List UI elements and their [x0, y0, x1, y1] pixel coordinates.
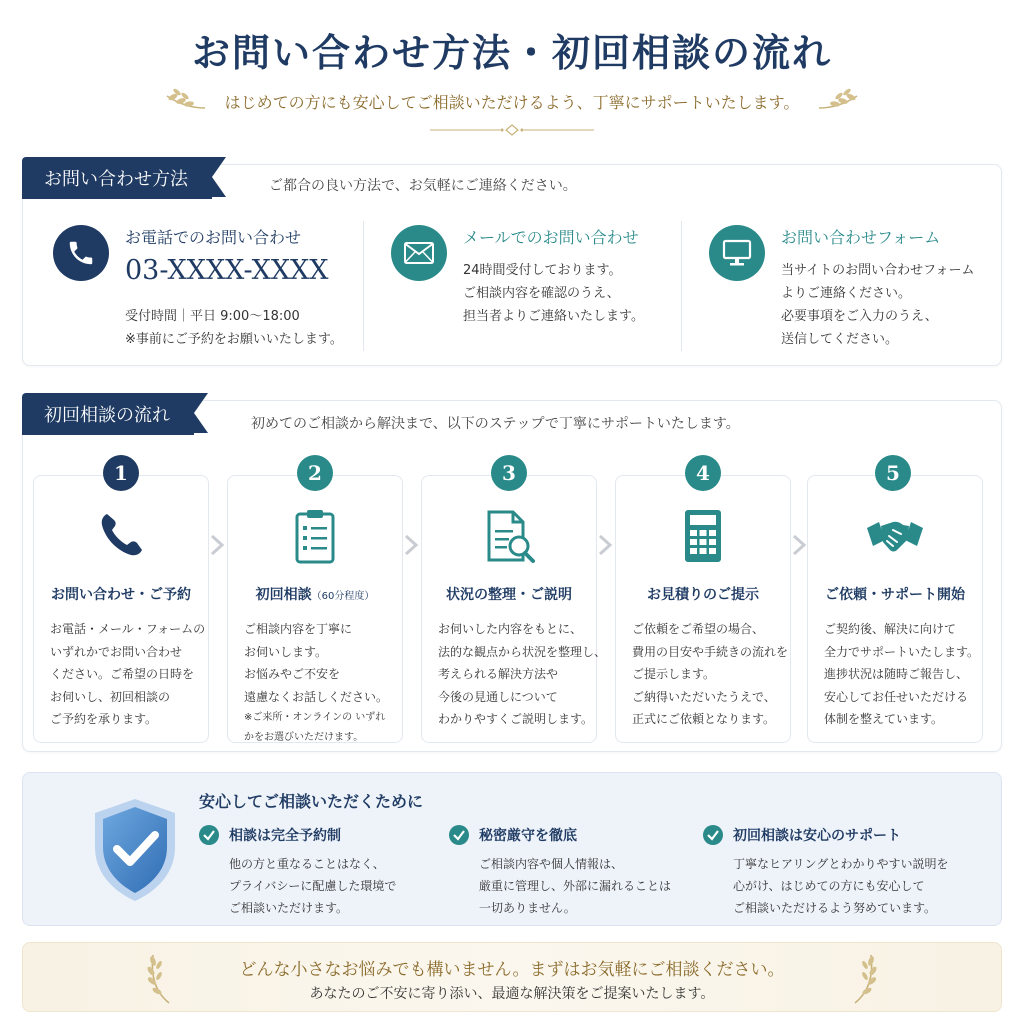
- step-number: 5: [875, 455, 911, 491]
- form-line: よりご連絡ください。: [781, 286, 912, 301]
- step-line: わかりやすくご説明します。: [438, 712, 594, 726]
- step-line: お伺いし、初回相談の: [50, 689, 171, 704]
- form-line: 必要事項をご入力のうえ、: [781, 309, 938, 324]
- page-subtitle: はじめての方にも安心してご相談いただけるよう、丁寧にサポートいたします。: [224, 92, 800, 112]
- mail-title: メールでのお問い合わせ: [463, 228, 639, 247]
- envelope-icon: [391, 225, 447, 281]
- contact-mail[interactable]: [391, 219, 681, 359]
- laurel-left-icon: [163, 88, 207, 114]
- shield-check-icon: [87, 795, 183, 905]
- step-line: 法的な観点から状況を整理し、: [438, 644, 607, 659]
- trust-title: 安心してご相談いただくために: [199, 792, 424, 811]
- flow-description: 初めてのご相談から解決まで、以下のステップで丁寧にサポートいたします。: [251, 416, 740, 432]
- page-header: [0, 0, 1024, 150]
- form-line: 当サイトのお問い合わせフォーム: [781, 263, 975, 278]
- chevron-right-icon: [207, 533, 227, 557]
- phone-note: ※事前にご予約をお願いいたします。: [125, 332, 343, 347]
- trust-line: ご相談いただけます。: [229, 901, 349, 915]
- step-body: [632, 618, 788, 731]
- divider: [363, 221, 364, 351]
- step-title: お問い合わせ・ご予約: [51, 587, 191, 603]
- handshake-icon: [863, 504, 927, 568]
- chevron-right-icon: [789, 533, 809, 557]
- phone-icon: [53, 225, 109, 281]
- banner-sub-text: あなたのご不安に寄り添い、最適な解決策をご提案いたします。: [309, 986, 715, 1002]
- form-title: お問い合わせフォーム: [781, 228, 941, 247]
- step-line: ご相談内容を丁寧に: [244, 622, 353, 636]
- step-line: ご予約を承ります。: [50, 712, 158, 726]
- laurel-right-icon: [845, 951, 885, 1005]
- trust-line: 厳重に管理し、外部に漏れることは: [479, 879, 672, 893]
- phone-number[interactable]: 03-XXXX-XXXX: [125, 255, 329, 286]
- step-body: [50, 618, 205, 731]
- step-line: 考えられる解決方法や: [438, 667, 559, 681]
- trust-heading: 相談は完全予約制: [229, 828, 341, 844]
- step-card: [33, 475, 209, 743]
- trust-body: [229, 853, 396, 919]
- phone-hours: 受付時間｜平日 9:00〜18:00: [125, 309, 300, 324]
- subtitle-row: [0, 88, 1024, 114]
- step-line: 全力でサポートいたします。: [824, 644, 980, 659]
- calculator-icon: [671, 504, 735, 568]
- step-line: ご契約後、解決に向けて: [824, 622, 957, 636]
- clipboard-icon: [283, 504, 347, 568]
- check-circle-icon: [703, 825, 723, 845]
- mail-line: 担当者よりご連絡いたします。: [463, 309, 644, 324]
- document-search-icon: [477, 504, 541, 568]
- trust-line: ご相談いただけるよう努めています。: [733, 901, 937, 915]
- step-card: [421, 475, 607, 743]
- chevron-right-icon: [401, 533, 421, 557]
- step-line: お悩みやご不安を: [244, 667, 341, 681]
- step-number: 1: [103, 455, 139, 491]
- trust-line: 心がけ、はじめての方にも安心して: [733, 879, 925, 893]
- mail-line: ご相談内容を確認のうえ、: [463, 286, 620, 301]
- contact-methods-section: [22, 164, 1002, 366]
- step-line: ご依頼をご希望の場合、: [632, 622, 765, 636]
- trust-line: ご相談内容や個人情報は、: [479, 857, 624, 871]
- step-line: お電話・メール・フォームの: [50, 622, 206, 636]
- step-number: 4: [685, 455, 721, 491]
- step-note: ※ご来所・オンラインの いずれかをお選びいただけます。: [244, 712, 386, 743]
- contact-description: ご都合の良い方法で、お気軽にご連絡ください。: [269, 178, 577, 194]
- consultation-flow-section: [22, 400, 1002, 752]
- trust-body: [733, 853, 949, 919]
- step-line: 体制を整えています。: [824, 712, 944, 726]
- phone-icon: [89, 504, 153, 568]
- step-line: お伺いした内容をもとに、: [438, 622, 583, 636]
- mail-line: 24時間受付しております。: [463, 263, 622, 278]
- step-line: 遠慮なくお話しください。: [244, 689, 389, 704]
- step-card: [615, 475, 791, 743]
- step-card: [227, 475, 403, 743]
- step-number: 3: [491, 455, 527, 491]
- trust-line: プライバシーに配慮した環境で: [229, 879, 397, 893]
- step-title: お見積りのご提示: [647, 587, 759, 603]
- trust-heading: 初回相談は安心のサポート: [733, 828, 901, 844]
- trust-line: 一切ありません。: [479, 901, 576, 915]
- step-line: 進捗状況は随時ご報告し、: [824, 667, 969, 681]
- laurel-right-icon: [817, 88, 861, 114]
- phone-title: お電話でのお問い合わせ: [125, 228, 302, 247]
- step-line: お伺いします。: [244, 644, 328, 659]
- step-title: [228, 584, 402, 604]
- step-body: [244, 618, 394, 748]
- step-title-main: 初回相談: [255, 587, 312, 603]
- reassurance-section: [22, 772, 1002, 926]
- contact-phone[interactable]: [53, 219, 373, 359]
- contact-tab-label: お問い合わせ方法: [22, 157, 212, 199]
- check-circle-icon: [449, 825, 469, 845]
- step-number: 2: [297, 455, 333, 491]
- step-body: [438, 618, 606, 731]
- trust-body: [479, 853, 671, 919]
- flow-tab-label: 初回相談の流れ: [22, 393, 194, 435]
- trust-line: 丁寧なヒアリングとわかりやすい説明を: [733, 857, 949, 871]
- contact-form[interactable]: [709, 219, 999, 359]
- banner-main-text: どんな小さなお悩みでも構いません。まずはお気軽にご相談ください。: [239, 960, 785, 980]
- step-line: ご提示します。: [632, 667, 716, 681]
- trust-line: 他の方と重なることはなく、: [229, 857, 385, 871]
- step-body: [824, 618, 979, 731]
- step-title: 状況の整理・ご説明: [446, 587, 572, 603]
- step-card: [807, 475, 983, 743]
- monitor-icon: [709, 225, 765, 281]
- step-line: 費用の目安や手続きの流れを: [632, 644, 789, 659]
- step-line: ご納得いただいたうえで、: [632, 689, 776, 704]
- closing-banner: [22, 942, 1002, 1012]
- page-title: お問い合わせ方法・初回相談の流れ: [191, 30, 832, 75]
- step-line: 今後の見通しについて: [438, 689, 558, 704]
- trust-heading: 秘密厳守を徹底: [479, 828, 577, 844]
- step-line: 正式にご依頼となります。: [632, 712, 776, 726]
- step-line: 安心してお任せいただける: [824, 689, 969, 704]
- form-line: 送信してください。: [781, 332, 899, 347]
- chevron-right-icon: [595, 533, 615, 557]
- step-line: ください。ご希望の日時を: [50, 667, 195, 681]
- step-line: いずれかでお問い合わせ: [50, 644, 183, 659]
- check-circle-icon: [199, 825, 219, 845]
- step-title-small: （60分程度）: [311, 591, 375, 602]
- step-title: ご依頼・サポート開始: [825, 587, 965, 603]
- divider: [681, 221, 682, 351]
- divider-ornament-icon: [430, 124, 594, 136]
